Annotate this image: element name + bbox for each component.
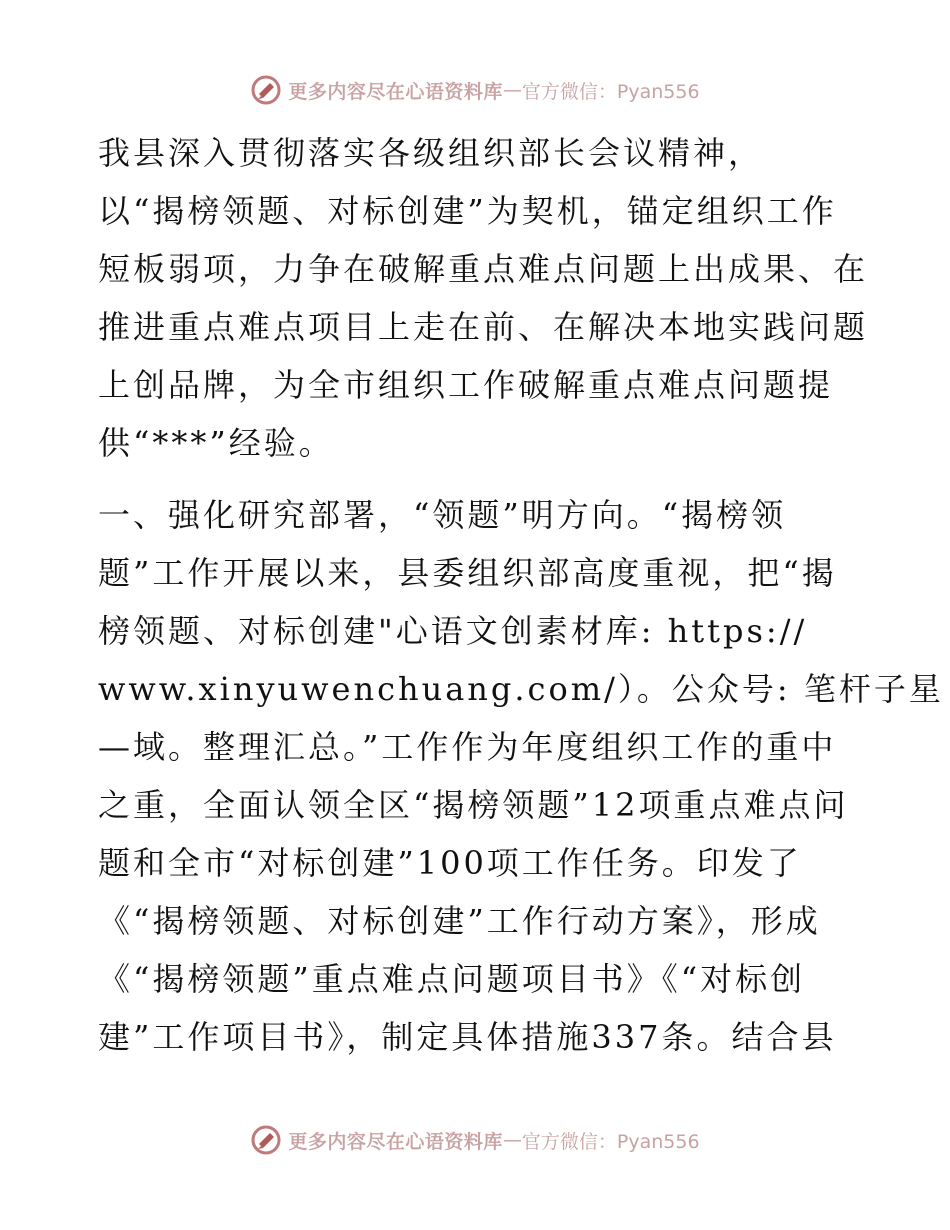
text-line: 题”工作开展以来，县委组织部高度重视，把“揭 <box>98 554 837 592</box>
text-line: 之重，全面认领全区“揭榜领题”12项重点难点问 <box>98 786 849 824</box>
text-line: 我县深入贯彻落实各级组织部长会议精神， <box>98 134 764 172</box>
footer-watermark-banner <box>0 1120 950 1160</box>
text-line: 《“揭榜领题、对标创建”工作行动方案》，形成 <box>98 902 821 940</box>
banner-wechat-text: 官方微信：Pyan556 <box>521 80 700 103</box>
banner-brand-text: 更多内容尽在心语资料库 <box>288 1130 503 1153</box>
banner-brand-text: 更多内容尽在心语资料库 <box>288 80 503 103</box>
text-line: 建”工作项目书》，制定具体措施337条。结合县 <box>98 1018 837 1056</box>
paragraph-section-one <box>98 486 944 1066</box>
text-line: 上创品牌，为全市组织工作破解重点难点问题提 <box>98 366 834 404</box>
paragraph-intro <box>98 124 869 472</box>
text-line: —域。整理汇总。”工作作为年度组织工作的重中 <box>98 728 837 766</box>
brand-logo-icon <box>250 74 282 106</box>
banner-separator: — <box>502 1129 522 1151</box>
text-line: 《“揭榜领题”重点难点问题项目书》《“对标创 <box>98 960 806 998</box>
brand-logo-icon <box>250 1124 282 1156</box>
text-line: 短板弱项，力争在破解重点难点问题上出成果、在 <box>98 250 869 288</box>
header-watermark-banner <box>0 70 950 110</box>
banner-separator: — <box>502 79 522 101</box>
text-line: www.xinyuwenchuang.com/）。公众号: 笔杆子星 <box>98 670 944 708</box>
text-line: 推进重点难点项目上走在前、在解决本地实践问题 <box>98 308 869 346</box>
text-line: 题和全市“对标创建”100项工作任务。印发了 <box>98 844 802 882</box>
text-line: 一、强化研究部署，“领题”明方向。“揭榜领 <box>98 496 787 534</box>
text-line: 供“***”经验。 <box>98 424 334 462</box>
text-line: 以“揭榜领题、对标创建”为契机，锚定组织工作 <box>98 192 837 230</box>
banner-wechat-text: 官方微信：Pyan556 <box>521 1130 700 1153</box>
paragraph-gap <box>98 472 858 486</box>
text-line: 榜领题、对标创建"心语文创素材库: https:// <box>98 612 808 650</box>
document-body <box>98 124 944 1066</box>
